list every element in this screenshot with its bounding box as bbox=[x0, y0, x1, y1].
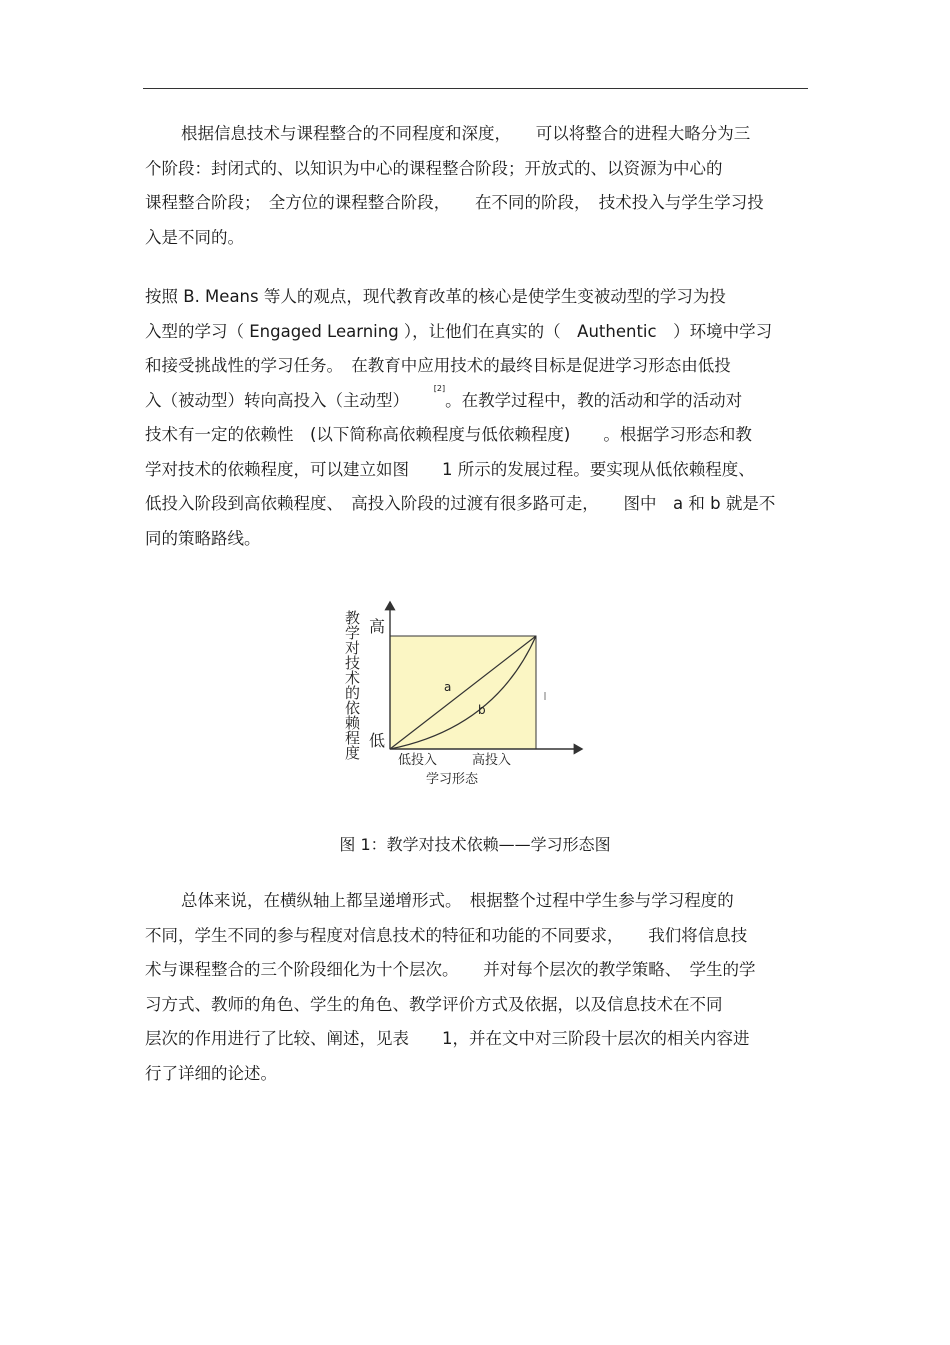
path-a-label: a bbox=[444, 680, 452, 694]
text-segment: 入（被动型）转向高投入（主动型） bbox=[145, 390, 434, 410]
text-line: 行了详细的论述。 bbox=[145, 1063, 277, 1083]
figure-dependency-diagram bbox=[330, 588, 590, 798]
text-line: 课程整合阶段； 全方位的课程整合阶段， 在不同的阶段， 技术投入与学生学习投 bbox=[145, 193, 764, 212]
text-line: 入是不同的。 bbox=[145, 227, 244, 247]
path-b-label: b bbox=[478, 703, 486, 717]
text-line: 术与课程整合的三个阶段细化为十个层次。 并对每个层次的教学策略、 学生的学 bbox=[145, 960, 756, 979]
x-low-label: 低投入 bbox=[398, 753, 438, 768]
x-high-label: 高投入 bbox=[472, 753, 512, 768]
paragraph-summary bbox=[145, 884, 810, 1091]
text-line: 学对技术的依赖程度，可以建立如图 1 所示的发展过程。要实现从低依赖程度、 bbox=[145, 459, 755, 479]
text-line: 根据信息技术与课程整合的不同程度和深度， 可以将整合的进程大略分为三 bbox=[181, 124, 751, 143]
text-line bbox=[145, 384, 810, 419]
paragraph-means bbox=[145, 280, 810, 556]
text-line: 层次的作用进行了比较、阐述，见表 1，并在文中对三阶段十层次的相关内容进 bbox=[145, 1029, 750, 1048]
dependency-diagram bbox=[330, 588, 590, 798]
text-line: 个阶段：封闭式的、以知识为中心的课程整合阶段；开放式的、以资源为中心的 bbox=[145, 158, 723, 178]
text-line: 低投入阶段到高依赖程度、 高投入阶段的过渡有很多路可走， 图中 a 和 b 就是不 bbox=[145, 494, 776, 513]
y-low-label: 低 bbox=[369, 731, 386, 750]
figure-caption: 图 1：教学对技术依赖——学习形态图 bbox=[339, 835, 611, 854]
text-line: 不同，学生不同的参与程度对信息技术的特征和功能的不同要求， 我们将信息技 bbox=[145, 925, 748, 945]
text-line: 习方式、教师的角色、学生的角色、教学评价方式及依据，以及信息技术在不同 bbox=[145, 994, 723, 1014]
text-line: 入型的学习（ Engaged Learning ），让他们在真实的（ Authentic ）环境中学习 bbox=[145, 321, 773, 341]
y-high-label: 高 bbox=[369, 617, 386, 636]
text-segment: 。在教学过程中，教的活动和学的活动对 bbox=[445, 390, 743, 410]
paragraph-stages bbox=[145, 117, 810, 255]
text-line: 同的策略路线。 bbox=[145, 528, 261, 548]
y-axis-title: 教学对技术的依赖程度 bbox=[343, 610, 361, 760]
x-axis-title: 学习形态 bbox=[426, 772, 479, 787]
citation-ref: [2] bbox=[433, 383, 446, 393]
text-line: 总体来说，在横纵轴上都呈递增形式。 根据整个过程中学生参与学习程度的 bbox=[181, 891, 734, 910]
text-line: 技术有一定的依赖性 (以下简称高依赖程度与低依赖程度) 。根据学习形态和教 bbox=[145, 425, 752, 444]
text-line: 和接受挑战性的学习任务。 在教育中应用技术的最终目标是促进学习形态由低投 bbox=[145, 356, 731, 375]
text-line: 按照 B. Means 等人的观点，现代教育改革的核心是使学生变被动型的学习为投 bbox=[145, 287, 726, 306]
header-rule bbox=[143, 88, 808, 89]
